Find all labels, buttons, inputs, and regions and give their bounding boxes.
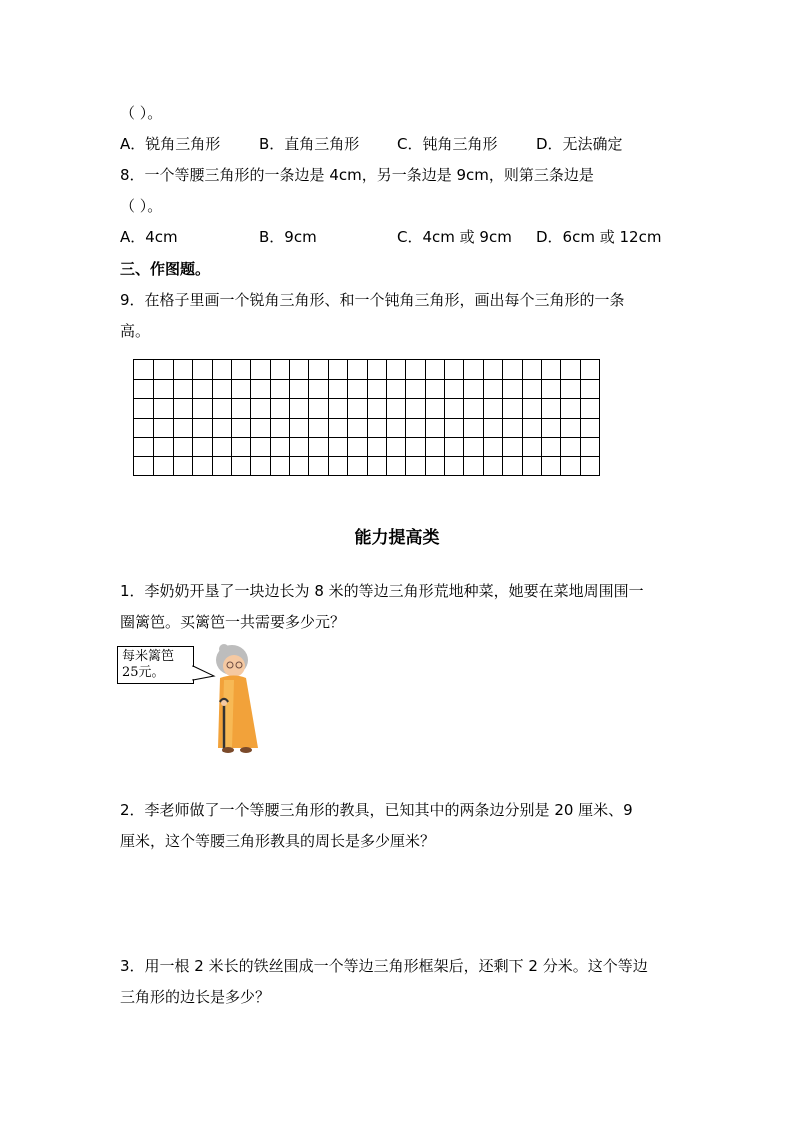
q7-option-d: D．无法确定 [536,135,623,153]
grid-line-horizontal [134,437,599,438]
section3-heading: 三、作图题。 [120,260,211,278]
drawing-grid[interactable] [133,359,600,476]
q7-option-c: C．钝角三角形 [397,135,498,153]
q8-option-d: D．6cm 或 12cm [536,228,662,246]
p1-line2: 圈篱笆。买篱笆一共需要多少元？ [120,613,346,631]
q8-stem: 8．一个等腰三角形的一条边是 4cm，另一条边是 9cm，则第三条边是 [120,166,594,184]
q9-line1: 9．在格子里画一个锐角三角形、和一个钝角三角形，画出每个三角形的一条 [120,291,625,309]
q8-answer-blank: （ ）。 [120,197,163,215]
grid-line-horizontal [134,418,599,419]
q7-option-b: B．直角三角形 [259,135,360,153]
grid-line-horizontal [134,398,599,399]
p2-line2: 厘米，这个等腰三角形教具的周长是多少厘米？ [120,832,436,850]
q8-option-c: C．4cm 或 9cm [397,228,512,246]
p3-line1: 3．用一根 2 米长的铁丝围成一个等边三角形框架后，还剩下 2 分米。这个等边 [120,957,648,975]
q7-answer-blank: （ ）。 [120,104,163,122]
section-title: 能力提高类 [354,528,440,548]
bubble-line1: 每米篱笆 [122,649,175,664]
grandmother-illustration [190,640,270,755]
q9-line2: 高。 [120,322,151,340]
speech-bubble [117,646,194,684]
grid-line-horizontal [134,456,599,457]
q7-option-a: A．锐角三角形 [120,135,221,153]
grid-line-horizontal [134,379,599,380]
p2-line1: 2．李老师做了一个等腰三角形的教具，已知其中的两条边分别是 20 厘米、9 [120,801,633,819]
q8-option-a: A．4cm [120,228,178,246]
q8-option-b: B．9cm [259,228,317,246]
bubble-line2: 25元。 [122,665,165,680]
p3-line2: 三角形的边长是多少？ [120,988,271,1006]
p1-line1: 1．李奶奶开垦了一块边长为 8 米的等边三角形荒地种菜，她要在菜地周围围一 [120,582,644,600]
